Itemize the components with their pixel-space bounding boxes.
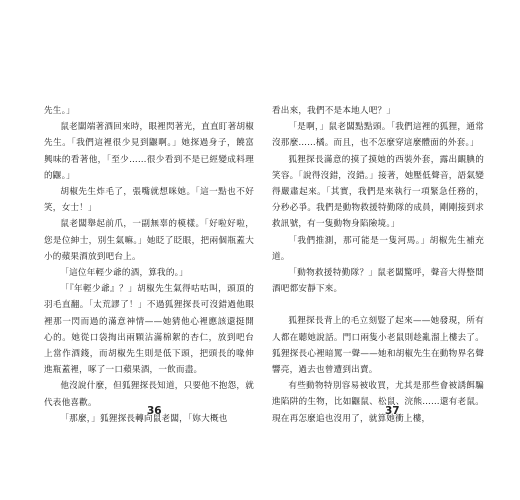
paragraph: 胡椒先生炸毛了，張嘴就想咪她。「這一點也不好笑，女士！」 [44,187,254,214]
paragraph: 「那麼，」狐狸探長轉向鼠老闆，「妳大概也 [60,413,228,424]
paragraph: 狐狸探長滿意的摸了摸她的西裝外套，露出靦腆的笑容。「說得沒錯，沒錯。」接著，她壓低聲音，語氣變得嚴肅起來。「其實，我們是來執行一項緊急任務的，分秒必爭。我們是動物救援特勤隊的成員，剛剛接到求救訊號，有一隻動物身陷險境。」 [272,154,484,230]
paragraph: 「我們推測，那可能是一隻河馬。」胡椒先生補充道。 [272,235,484,262]
paragraph: 「『年輕少爺』？」胡椒先生氣得咕咕叫，頭頂的羽毛直翻。「太荒謬了！」不過狐狸探長可沒錯過他眼裡那一閃而過的滿意神情——她猜他心裡應該還挺開心的。她從口袋掏出兩顆沾滿棉絮的杏仁，放到吧台上當作酒錢，而胡椒先生則是低下頭，把頭長的喙伸進瓶蓋裡，啄了一口蘋果酒，一飲而盡。 [44,284,254,376]
paragraph: 鼠老闆舉起前爪，一副無辜的模樣。「好啦好啦，您是位紳士，別生氣嘛。」她眨了眨眼，把兩個瓶蓋大小的蘋果酒放到吧台上。 [44,219,254,262]
paragraph: 有些動物特別容易被收買，尤其是那些會被誘餌騙進陷阱的生物，比如鼴鼠、松鼠、浣熊……還有老鼠。現在再怎麼追也沒用了，就算她衝上樓， [272,381,484,424]
paragraph: 鼠老闆端著酒回來時，眼裡閃著光，直直盯著胡椒先生。「我們這裡很少見到鼴啊。」她探過身子，饒富興味的看著他，「至少……很少看到不是已經變成料理的鼴。」 [44,122,254,181]
page-number: 37 [385,405,400,417]
right-page-text [272,103,484,427]
paragraph: 他沒說什麼，但狐狸探長知道，只要他不抱怨，就代表他喜歡。 [44,381,254,408]
left-page-text [44,103,254,427]
page-number: 36 [147,405,162,417]
paragraph: 「動物救援特勤隊？」鼠老闆驚呼，聲音大得整間酒吧都安靜下來。 [272,268,484,295]
paragraph: 看出來，我們不是本地人吧？」 [272,106,396,116]
paragraph: 「這位年輕少爺的酒，算我的。」 [60,268,188,279]
right-page [260,0,520,500]
paragraph: 先生。」 [44,106,75,116]
paragraph: 狐狸探長背上的毛立刻豎了起來——她發現，所有人都在聽她說話。門口兩隻小老鼠則趁亂溜上樓去了。狐狸探長心裡暗罵一聲——她和胡椒先生在動物界名聲響亮，過去也曾遭到出賣。 [272,316,484,376]
paragraph: 「是啊，」鼠老闆點點頭。「我們這裡的狐狸，通常沒那麼……橘。而且，也不怎麼穿這麼體面的外套。」 [272,122,484,149]
